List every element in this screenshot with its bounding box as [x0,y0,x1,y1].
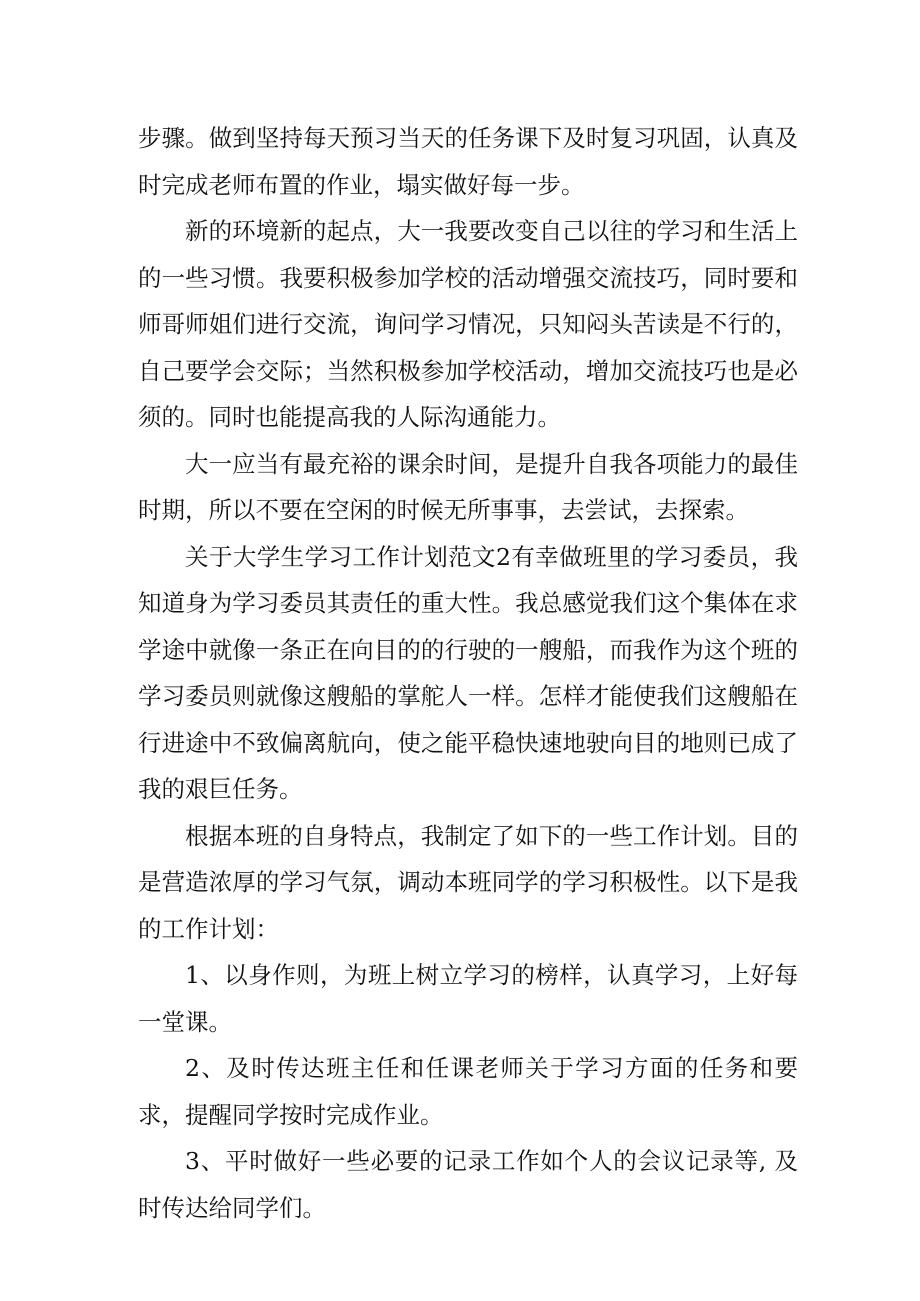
paragraph-4: 关于大学生学习工作计划范文2有幸做班里的学习委员，我知道身为学习委员其责任的重大性。我总感觉我们这个集体在求学途中就像一条正在向目的的行驶的一艘船，而我作为这个班的学习委员则就像这艘船的掌舵人一样。怎样才能使我们这艘船在行进途中不致偏离航向，使之能平稳快速地驶向目的地则已成了我的艰巨任务。 [138,542,798,803]
list-item-2: 2、及时传达班主任和任课老师关于学习方面的任务和要求，提醒同学按时完成作业。 [138,1054,798,1129]
document-body [138,115,798,1231]
list-item-3: 3、平时做好一些必要的记录工作如个人的会议记录等, 及时传达给同学们。 [138,1147,798,1222]
list-item-1: 1、以身作则，为班上树立学习的榜样，认真学习，上好每一堂课。 [138,961,798,1036]
paragraph-3: 大一应当有最充裕的课余时间，是提升自我各项能力的最佳时期，所以不要在空闲的时候无所事事，去尝试，去探索。 [138,449,798,524]
paragraph-2: 新的环境新的起点，大一我要改变自己以往的学习和生活上的一些习惯。我要积极参加学校的活动增强交流技巧，同时要和师哥师姐们进行交流，询问学习情况，只知闷头苦读是不行的，自己要学会交际；当然积极参加学校活动，增加交流技巧也是必须的。同时也能提高我的人际沟通能力。 [138,217,798,431]
paragraph-5: 根据本班的自身特点，我制定了如下的一些工作计划。目的是营造浓厚的学习气氛，调动本班同学的学习积极性。以下是我的工作计划： [138,821,798,943]
paragraph-1: 步骤。做到坚持每天预习当天的任务课下及时复习巩固，认真及时完成老师布置的作业，塌实做好每一步。 [138,124,798,199]
